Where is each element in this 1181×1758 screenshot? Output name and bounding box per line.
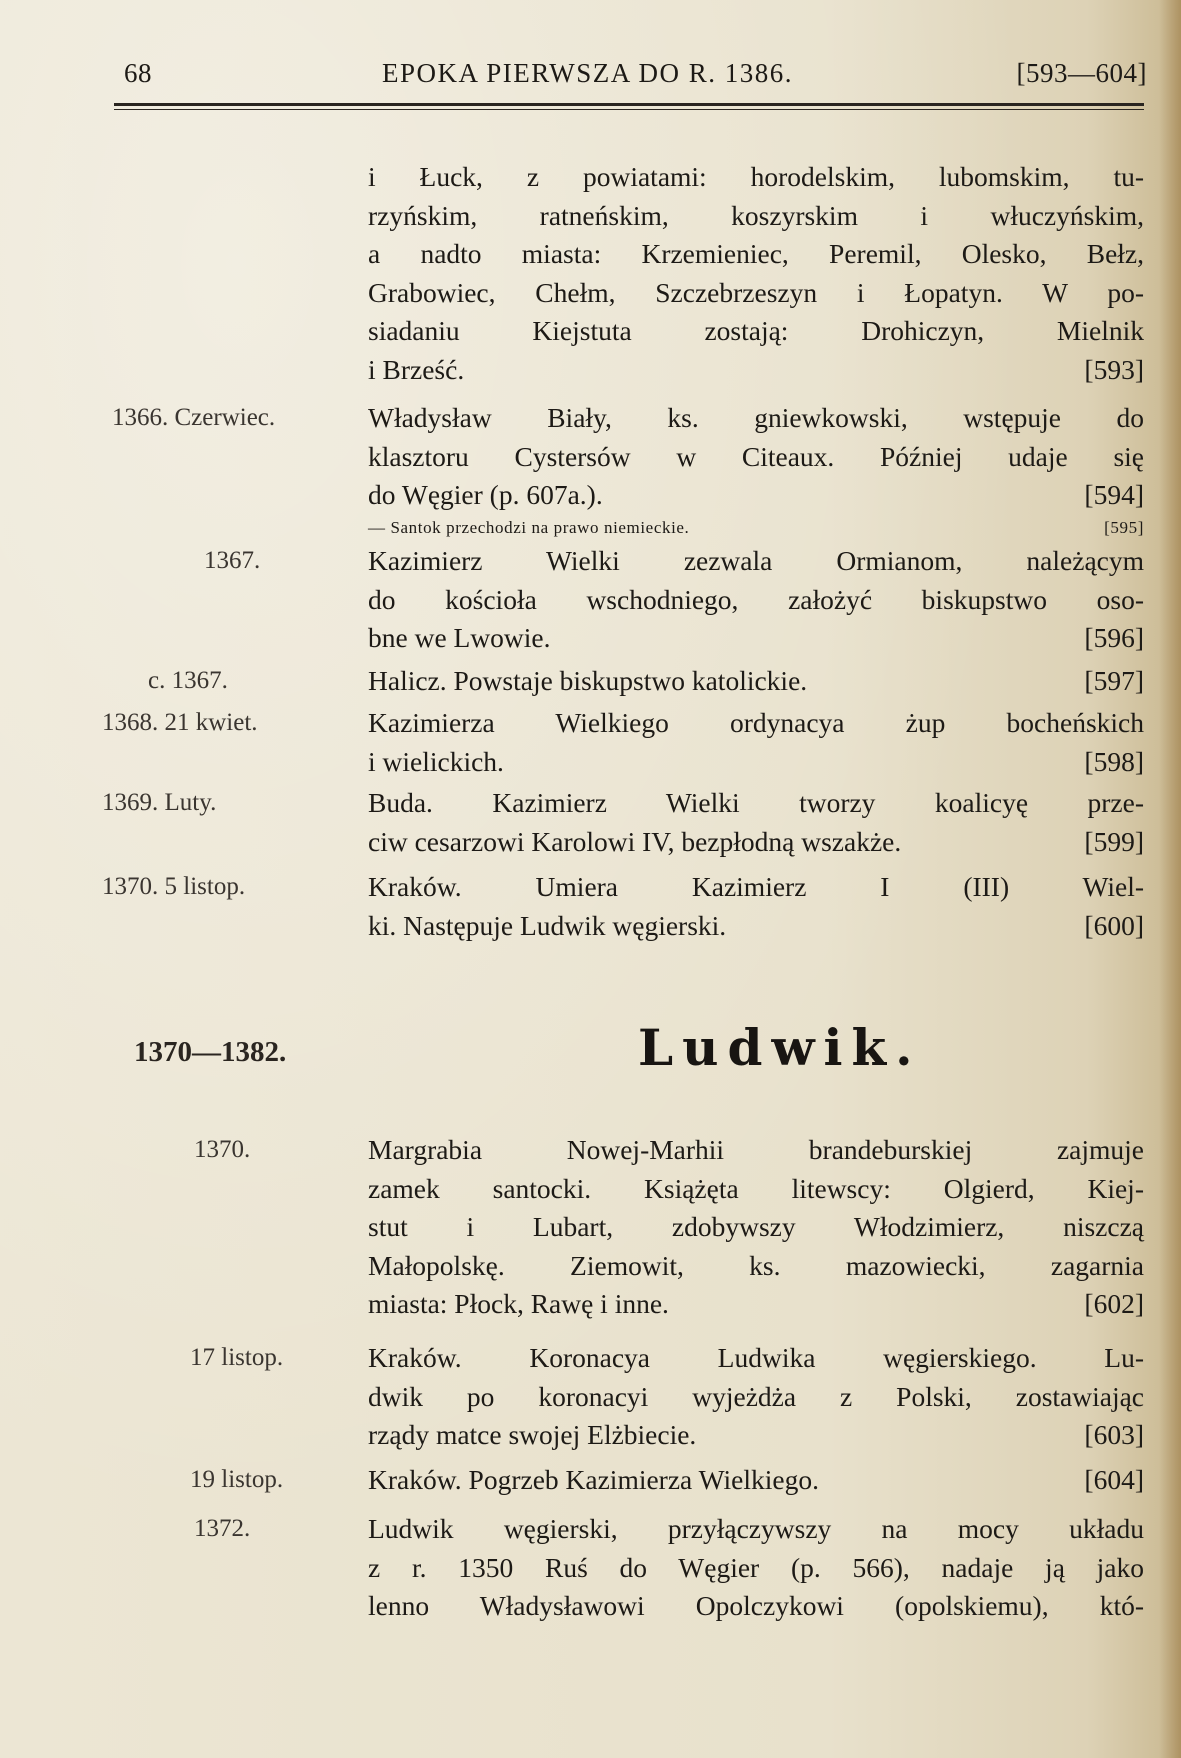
text-line: rzyńskim, ratneńskim, koszyrskim i włuczyńskim, xyxy=(368,199,1144,231)
text-fragment: i wielickich. xyxy=(368,745,504,777)
text-line: do kościoła wschodniego, założyć biskupstwo oso- xyxy=(368,583,1144,615)
entry-text xyxy=(368,1339,1144,1455)
entry-ref: [598] xyxy=(1084,745,1144,777)
text-line xyxy=(368,476,1144,515)
text-line: a nadto miasta: Krzemieniec, Peremil, Olesko, Bełz, xyxy=(368,238,1144,269)
text-line: siadaniu Kiejstuta zostają: Drohiczyn, Mielnik xyxy=(368,315,1144,346)
text-fragment: Halicz. Powstaje biskupstwo katolickie. xyxy=(368,665,808,696)
entry-text xyxy=(368,399,1144,515)
entry-ref: [599] xyxy=(1084,825,1144,857)
text-line: Władysław Biały, ks. gniewkowski, wstępuje do xyxy=(368,402,1144,433)
entry-ref: [602] xyxy=(1084,1288,1144,1319)
text-line xyxy=(368,619,1144,658)
entry-date: 17 listop. xyxy=(190,1344,284,1371)
section-title: Ludwik. xyxy=(638,1018,922,1077)
text-line: Buda. Kazimierz Wielki tworzy koalicyę prze- xyxy=(368,787,1144,818)
page-number: 68 xyxy=(124,58,152,88)
text-line xyxy=(368,907,1144,946)
running-title: EPOKA PIERWSZA DO R. 1386. xyxy=(382,58,794,88)
text-line: dwik po koronacyi wyjeżdża z Polski, zostawiając xyxy=(368,1380,1144,1412)
text-line: stut i Lubart, zdobywszy Włodzimierz, niszczą xyxy=(368,1211,1144,1242)
text-line: Ludwik węgierski, przyłączywszy na mocy układu xyxy=(368,1513,1144,1544)
text-line: lenno Władysławowi Opolczykowi (opolskiemu), któ- xyxy=(368,1590,1144,1621)
text-fragment: ki. Następuje Ludwik węgierski. xyxy=(368,909,727,941)
text-fragment: bne we Lwowie. xyxy=(368,622,551,653)
entry-text xyxy=(368,868,1144,945)
entry-ref: [596] xyxy=(1084,622,1144,653)
entry-ref: [593] xyxy=(1084,353,1144,385)
entry-text xyxy=(368,1461,1144,1500)
entry-date: 1372. xyxy=(194,1515,251,1542)
text-line xyxy=(368,823,1144,862)
entry-text xyxy=(368,704,1144,781)
entry-date: 1366. Czerwiec. xyxy=(112,404,276,431)
text-fragment: do Węgier (p. 607a.). xyxy=(368,479,603,510)
entry-date: 1368. 21 kwiet. xyxy=(102,709,258,736)
entry-ref: [604] xyxy=(1084,1464,1144,1495)
text-line: klasztoru Cystersów w Citeaux. Później udaje się xyxy=(368,440,1144,472)
entry-text xyxy=(368,662,1144,701)
entry-date: 1369. Luty. xyxy=(102,789,217,816)
text-line xyxy=(368,662,1144,701)
text-line xyxy=(368,1285,1144,1324)
entry-date: 1370. 5 listop. xyxy=(102,873,246,900)
entry-ref: [603] xyxy=(1084,1419,1144,1450)
text-fragment: rządy matce swojej Elżbiecie. xyxy=(368,1419,697,1450)
entry-ref: [595] xyxy=(1104,518,1144,537)
text-fragment: miasta: Płock, Rawę i inne. xyxy=(368,1288,669,1319)
entry-text xyxy=(368,1131,1144,1324)
text-fragment: Kraków. Pogrzeb Kazimierza Wielkiego. xyxy=(368,1464,819,1495)
entry-text xyxy=(368,784,1144,861)
text-line xyxy=(368,1416,1144,1455)
text-line: z r. 1350 Ruś do Węgier (p. 566), nadaje ją jako xyxy=(368,1551,1144,1583)
entry-range: [593—604] xyxy=(1016,58,1147,88)
page-edge-shadow xyxy=(1159,0,1181,1758)
text-fragment: — Santok przechodzi na prawo niemieckie. xyxy=(368,518,690,537)
text-line: Margrabia Nowej-Marhii brandeburskiej zajmuje xyxy=(368,1134,1144,1165)
text-line xyxy=(368,1461,1144,1500)
text-line xyxy=(368,516,1144,540)
text-line: Kazimierza Wielkiego ordynacya żup bocheńskich xyxy=(368,707,1144,738)
text-line: Kazimierz Wielki zezwala Ormianom, należącym xyxy=(368,545,1144,576)
text-fragment: i Brześć. xyxy=(368,353,465,385)
text-line: i Łuck, z powiatami: horodelskim, lubomskim, tu- xyxy=(368,161,1144,192)
entry-text xyxy=(368,1510,1144,1626)
text-fragment: ciw cesarzowi Karolowi IV, bezpłodną wszakże. xyxy=(368,825,902,857)
entry-text xyxy=(368,542,1144,658)
header-rule-thick xyxy=(114,103,1144,106)
text-line xyxy=(368,351,1144,390)
entry-ref: [594] xyxy=(1084,479,1144,510)
entry-date: 1370. xyxy=(194,1136,251,1163)
entry-date: 19 listop. xyxy=(190,1466,284,1493)
text-line: Kraków. Koronacya Ludwika węgierskiego. Lu- xyxy=(368,1342,1144,1373)
text-line: Małopolskę. Ziemowit, ks. mazowiecki, zagarnia xyxy=(368,1249,1144,1281)
section-date-range: 1370—1382. xyxy=(134,1036,287,1068)
running-header xyxy=(124,58,1147,92)
text-line xyxy=(368,743,1144,782)
entry-date: c. 1367. xyxy=(148,667,228,694)
header-rule-thin xyxy=(114,109,1144,110)
entry-date: 1367. xyxy=(204,547,261,574)
entry-ref: [597] xyxy=(1084,665,1144,696)
entry-text xyxy=(368,158,1144,389)
text-line: zamek santocki. Książęta litewscy: Olgierd, Kiej- xyxy=(368,1172,1144,1204)
entry-ref: [600] xyxy=(1084,909,1144,941)
entry-text xyxy=(368,516,1144,540)
text-line: Grabowiec, Chełm, Szczebrzeszyn i Łopatyn. W po- xyxy=(368,276,1144,308)
text-line: Kraków. Umiera Kazimierz I (III) Wiel- xyxy=(368,871,1144,902)
